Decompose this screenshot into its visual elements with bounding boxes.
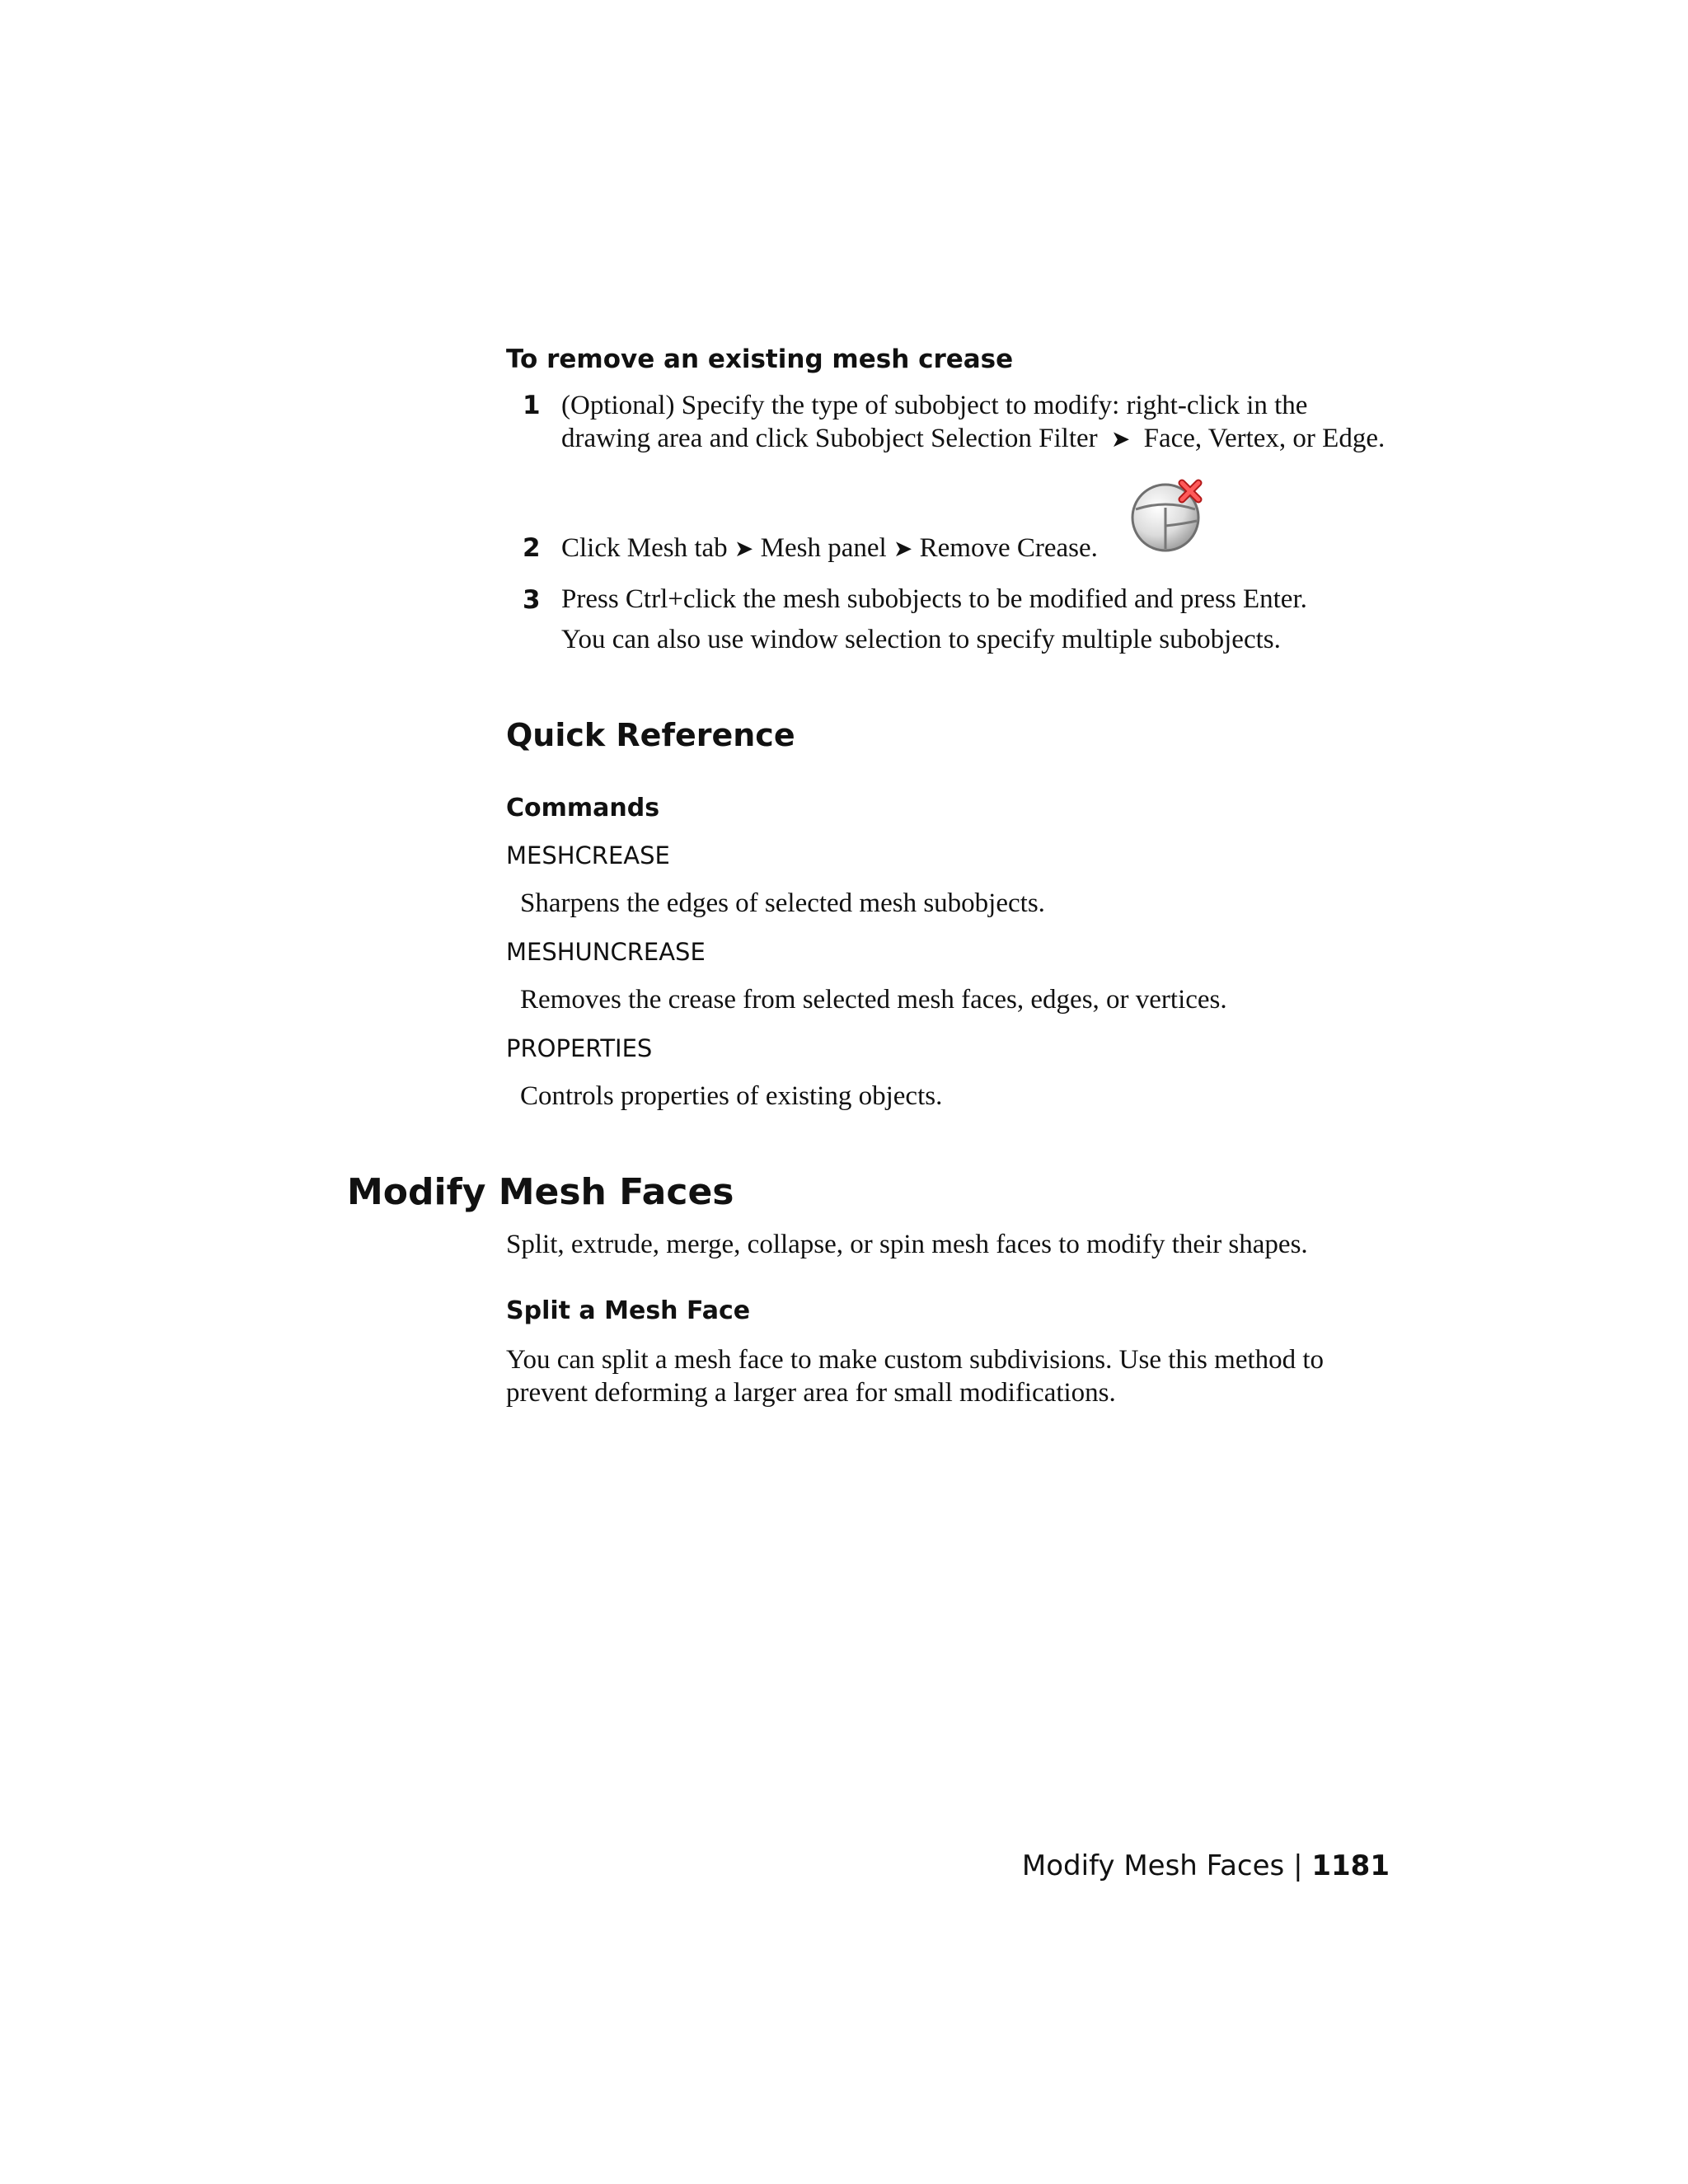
step-3-number: 3 bbox=[523, 585, 541, 615]
step-2-part-1: Click Mesh tab bbox=[561, 533, 728, 563]
split-mesh-face-heading: Split a Mesh Face bbox=[506, 1296, 751, 1325]
page-number: 1181 bbox=[1311, 1849, 1390, 1882]
step-1-line-2-b: Face, Vertex, or Edge. bbox=[1143, 424, 1386, 453]
remove-crease-icon bbox=[1131, 478, 1207, 554]
split-mesh-face-para-line-1: You can split a mesh face to make custom subdivisions. Use this method to bbox=[506, 1345, 1325, 1375]
step-2-text bbox=[561, 532, 1098, 566]
modify-mesh-faces-heading: Modify Mesh Faces bbox=[347, 1171, 734, 1213]
procedure-heading: To remove an existing mesh crease bbox=[506, 344, 1014, 374]
step-2-part-3: Remove Crease. bbox=[919, 533, 1098, 563]
command-name-properties: PROPERTIES bbox=[506, 1034, 653, 1062]
step-3-line-1: Press Ctrl+click the mesh subobjects to be modified and press Enter. bbox=[561, 584, 1307, 614]
step-2-number: 2 bbox=[523, 533, 541, 563]
command-description-properties: Controls properties of existing objects. bbox=[520, 1081, 943, 1111]
command-description-meshuncrease: Removes the crease from selected mesh faces, edges, or vertices. bbox=[520, 985, 1227, 1015]
menu-arrow-icon: ➤ bbox=[1110, 427, 1131, 452]
command-description-meshcrease: Sharpens the edges of selected mesh subobjects. bbox=[520, 888, 1045, 918]
step-1-line-1: (Optional) Specify the type of subobject to modify: right-click in the bbox=[561, 391, 1308, 420]
step-1-line-2-a: drawing area and click Subobject Selection Filter bbox=[561, 424, 1098, 453]
step-1-number: 1 bbox=[523, 391, 541, 420]
page-footer bbox=[1022, 1849, 1390, 1882]
footer-section-title: Modify Mesh Faces bbox=[1021, 1849, 1285, 1882]
command-name-meshuncrease: MESHUNCREASE bbox=[506, 938, 706, 966]
commands-heading: Commands bbox=[506, 794, 660, 823]
quick-reference-heading: Quick Reference bbox=[506, 717, 795, 753]
menu-arrow-icon: ➤ bbox=[734, 537, 754, 562]
menu-arrow-icon: ➤ bbox=[893, 537, 913, 562]
step-1-line-2 bbox=[561, 422, 1385, 457]
step-2-part-2: Mesh panel bbox=[760, 533, 887, 563]
split-mesh-face-para-line-2: prevent deforming a larger area for small modifications. bbox=[506, 1378, 1116, 1408]
step-3-note: You can also use window selection to specify multiple subobjects. bbox=[561, 625, 1281, 654]
footer-separator: | bbox=[1293, 1849, 1303, 1882]
modify-mesh-faces-intro: Split, extrude, merge, collapse, or spin mesh faces to modify their shapes. bbox=[506, 1230, 1308, 1259]
command-name-meshcrease: MESHCREASE bbox=[506, 841, 670, 869]
